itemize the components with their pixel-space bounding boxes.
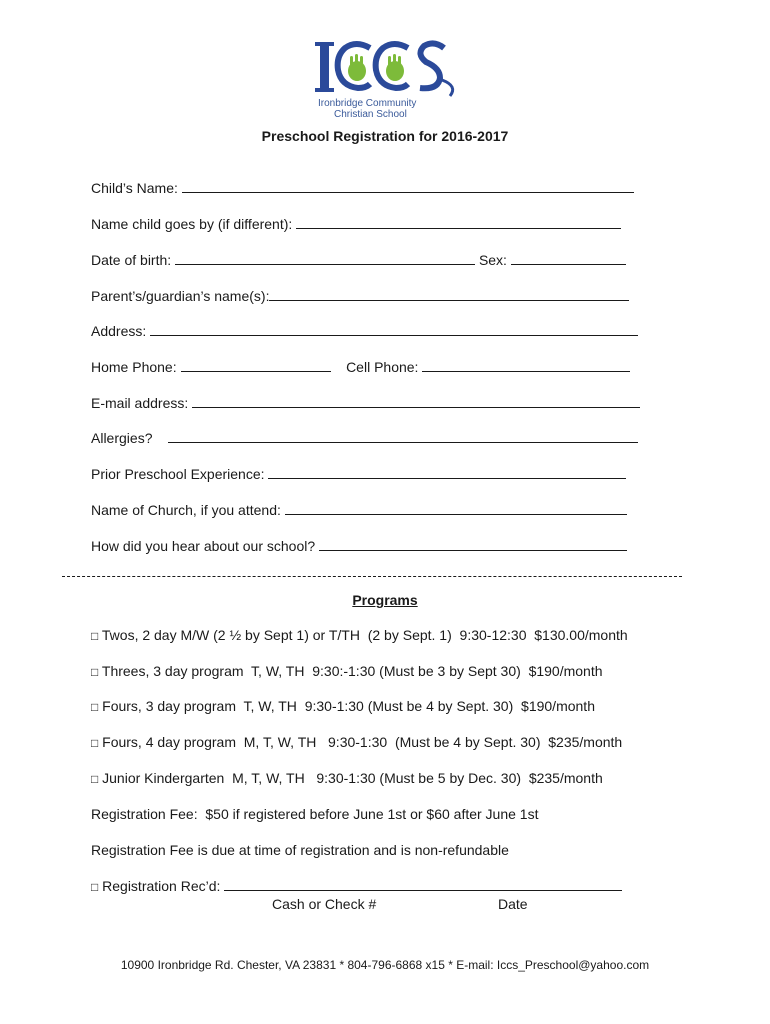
church-label: Name of Church, if you attend: (91, 502, 281, 518)
registration-fee-text: Registration Fee: $50 if registered before June 1st or $60 after June 1st (91, 806, 539, 822)
email-label: E-mail address: (91, 395, 189, 411)
prior-experience-field[interactable] (91, 466, 626, 482)
child-name-field[interactable] (91, 180, 634, 196)
program-option[interactable] (91, 770, 603, 786)
program-option[interactable] (91, 627, 628, 643)
checkbox-icon[interactable]: □ (91, 880, 99, 894)
phone-fields[interactable] (91, 359, 630, 375)
registration-fee-note: Registration Fee is due at time of registration and is non-refundable (91, 842, 509, 858)
church-line[interactable] (285, 502, 627, 515)
checkbox-icon[interactable]: □ (91, 665, 99, 679)
address-field[interactable] (91, 323, 638, 339)
address-line[interactable] (150, 323, 638, 336)
footer-contact: 10900 Ironbridge Rd. Chester, VA 23831 * 804-796-6868 x15 * E-mail: Iccs_Preschool@yahoo.com (120, 958, 650, 972)
dob-field[interactable] (91, 252, 626, 268)
program-option-label: Twos, 2 day M/W (2 ½ by Sept 1) or T/TH (2 by Sept. 1) 9:30-12:30 $130.00/month (101, 627, 628, 643)
date-label: Date (498, 896, 528, 912)
checkbox-icon[interactable]: □ (91, 700, 99, 714)
name-goes-by-label: Name child goes by (if different): (91, 216, 293, 232)
dashed-cut-line (62, 576, 682, 577)
church-field[interactable] (91, 502, 627, 518)
name-goes-by-line[interactable] (296, 216, 621, 229)
allergies-line[interactable] (168, 430, 638, 443)
home-phone-line[interactable] (181, 359, 331, 372)
prior-experience-line[interactable] (268, 466, 626, 479)
dob-label: Date of birth: (91, 252, 172, 268)
cell-phone-line[interactable] (422, 359, 630, 372)
program-option-label: Junior Kindergarten M, T, W, TH 9:30-1:30 (Must be 5 by Dec. 30) $235/month (102, 770, 603, 786)
parents-label: Parent’s/guardian’s name(s): (91, 288, 270, 304)
iccs-logo (312, 38, 462, 122)
checkbox-icon[interactable]: □ (91, 629, 99, 643)
checkbox-icon[interactable]: □ (91, 736, 99, 750)
sex-label: Sex: (478, 252, 507, 268)
form-title: Preschool Registration for 2016-2017 (261, 128, 509, 144)
logo-school-name-line1: Ironbridge Community (318, 98, 417, 109)
home-phone-label: Home Phone: (91, 359, 177, 375)
programs-heading: Programs (352, 592, 418, 608)
child-name-label: Child’s Name: (91, 180, 178, 196)
name-goes-by-field[interactable] (91, 216, 621, 232)
program-option-label: Fours, 4 day program M, T, W, TH 9:30-1:30 (Must be 4 by Sept. 30) $235/month (102, 734, 623, 750)
email-field[interactable] (91, 395, 640, 411)
hear-about-label: How did you hear about our school? (91, 538, 316, 554)
cell-phone-label: Cell Phone: (346, 359, 419, 375)
program-option-label: Fours, 3 day program T, W, TH 9:30-1:30 (Must be 4 by Sept. 30) $190/month (102, 698, 595, 714)
email-line[interactable] (192, 395, 640, 408)
child-name-line[interactable] (182, 180, 634, 193)
prior-experience-label: Prior Preschool Experience: (91, 466, 265, 482)
iccs-logo-mark (312, 38, 462, 98)
address-label: Address: (91, 323, 147, 339)
program-option[interactable] (91, 734, 622, 750)
parents-line[interactable] (269, 288, 629, 301)
logo-school-name-line2: Christian School (334, 109, 407, 120)
sex-line[interactable] (511, 252, 626, 265)
dob-line[interactable] (175, 252, 475, 265)
checkbox-icon[interactable]: □ (91, 772, 99, 786)
allergies-label: Allergies? (91, 430, 153, 446)
registration-received-line[interactable] (224, 878, 622, 891)
hear-about-line[interactable] (319, 538, 627, 551)
registration-received-field[interactable] (91, 878, 622, 894)
program-option[interactable] (91, 698, 595, 714)
hear-about-field[interactable] (91, 538, 627, 554)
cash-check-label: Cash or Check # (272, 896, 377, 912)
allergies-field[interactable] (91, 430, 638, 446)
program-option[interactable] (91, 663, 603, 679)
parents-field[interactable] (91, 288, 629, 304)
registration-received-label: Registration Rec’d: (102, 878, 221, 894)
program-option-label: Threes, 3 day program T, W, TH 9:30:-1:30 (Must be 3 by Sept 30) $190/month (101, 663, 603, 679)
